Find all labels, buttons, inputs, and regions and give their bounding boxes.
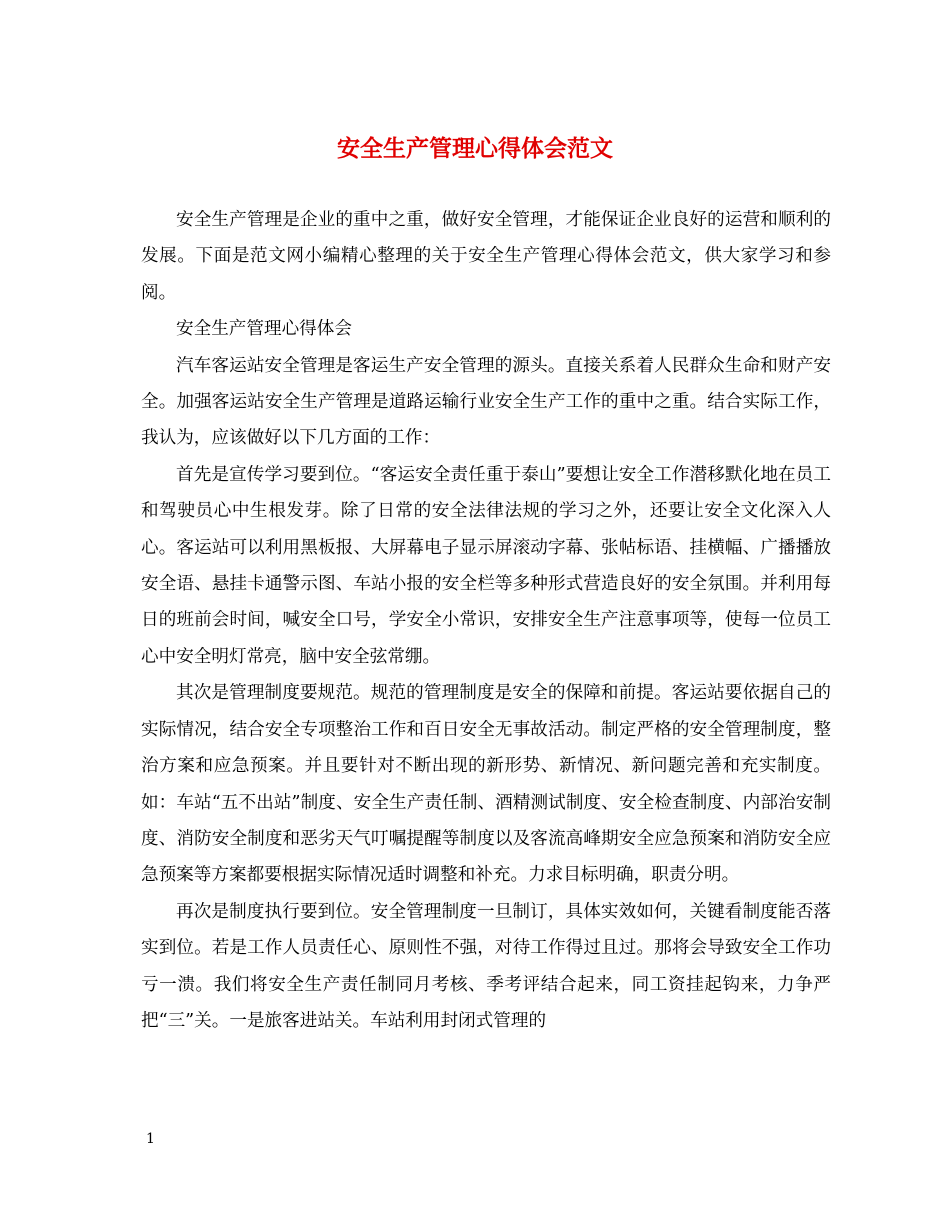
paragraph-source: 汽车客运站安全管理是客运生产安全管理的源头。直接关系着人民群众生命和财产安全。加强客运站安全生产管理是道路运输行业安全生产工作的重中之重。结合实际工作，我认为，应该做好以下几方面的工作：	[141, 355, 831, 449]
paragraph-subheading: 安全生产管理心得体会	[176, 319, 352, 340]
page-number: 1	[146, 1131, 155, 1147]
document-body	[141, 202, 831, 1039]
paragraph-intro: 安全生产管理是企业的重中之重，做好安全管理，才能保证企业良好的运营和顺利的发展。下面是范文网小编精心整理的关于安全生产管理心得体会范文，供大家学习和参阅。	[141, 210, 831, 303]
paragraph-publicity: 首先是宣传学习要到位。“客运安全责任重于泰山”要想让安全工作潜移默化地在员工和驾驶员心中生根发芽。除了日常的安全法律法规的学习之外，还要让安全文化深入人心。客运站可以利用黑板报、大屏幕电子显示屏滚动字幕、张帖标语、挂横幅、广播播放安全语、悬挂卡通警示图、车站小报的安全栏等多种形式营造良好的安全氛围。并利用每日的班前会时间，喊安全口号，学安全小常识，安排安全生产注意事项等，使每一位员工心中安全明灯常亮，脑中安全弦常绷。	[141, 464, 831, 667]
document-title: 安全生产管理心得体会范文	[337, 135, 613, 162]
paragraph-regulations: 其次是管理制度要规范。规范的管理制度是安全的保障和前提。客运站要依据自己的实际情况，结合安全专项整治工作和百日安全无事故活动。制定严格的安全管理制度，整治方案和应急预案。并且要针对不断出现的新形势、新情况、新问题完善和充实制度。如：车站“五不出站”制度、安全生产责任制、酒精测试制度、安全检查制度、内部治安制度、消防安全制度和恶劣天气叮嘱提醒等制度以及客流高峰期安全应急预案和消防安全应急预案等方案都要根据实际情况适时调整和补充。力求目标明确，职责分明。	[141, 683, 831, 886]
paragraph-enforcement: 再次是制度执行要到位。安全管理制度一旦制订，具体实效如何，关键看制度能否落实到位。若是工作人员责任心、原则性不强，对待工作得过且过。那将会导致安全工作功亏一溃。我们将安全生产责任制同月考核、季考评结合起来，同工资挂起钩来，力争严把“三”关。一是旅客进站关。车站利用封闭式管理的	[141, 901, 831, 1031]
